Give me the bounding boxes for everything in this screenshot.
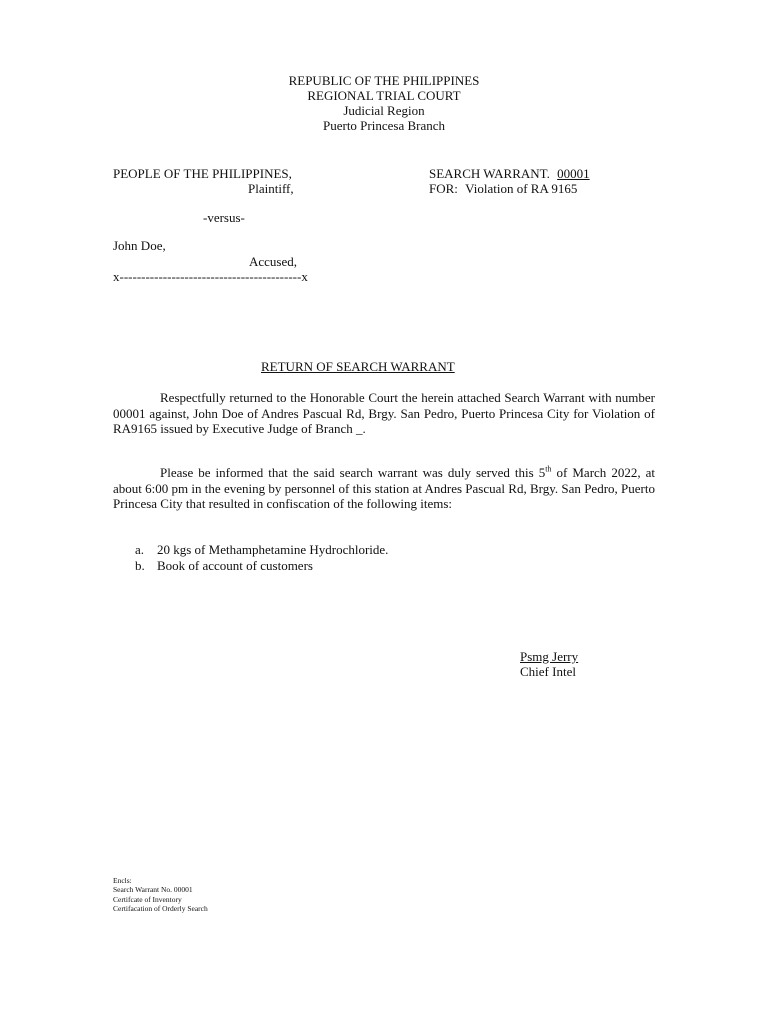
confiscated-items-list: [113, 542, 388, 573]
party-plaintiff: PEOPLE OF THE PHILIPPINES,: [113, 166, 292, 181]
paragraph-return: [113, 390, 655, 437]
plaintiff-label: Plaintiff,: [248, 181, 294, 196]
signatory-name: Psmg Jerry: [520, 649, 579, 664]
caption-separator: x------------------------------------------x: [113, 269, 308, 284]
enclosures: [113, 876, 208, 913]
header-branch: Puerto Princesa Branch: [322, 118, 446, 133]
party-accused: John Doe,: [113, 238, 166, 253]
enclosure-item: Certifcate of Inventory: [113, 894, 182, 904]
list-item: [113, 542, 388, 558]
warrant-line: [429, 166, 590, 181]
header-region: Judicial Region: [343, 103, 425, 118]
enclosure-item: Search Warrant No. 00001: [113, 885, 193, 895]
court-header: [0, 73, 768, 133]
list-item: [113, 558, 388, 574]
paragraph-service-after: of March 2022, at about 6:00 pm in the evening by personnel of this station at Andres Pascual Rd, Brgy. San Pedro, Puerto Princesa City that resulted in confiscation of the following items:: [113, 465, 655, 511]
for-line: [429, 181, 577, 196]
item-text: 20 kgs of Methamphetamine Hydrochloride.: [157, 542, 389, 557]
header-court: REGIONAL TRIAL COURT: [307, 88, 461, 103]
warrant-number: 00001: [557, 166, 590, 181]
item-marker: b.: [135, 557, 145, 573]
enclosures-label: Encls:: [113, 876, 132, 885]
for-value: Violation of RA 9165: [465, 181, 578, 196]
warrant-label: SEARCH WARRANT.: [429, 166, 550, 181]
paragraph-service: [113, 465, 655, 512]
document-title: RETURN OF SEARCH WARRANT: [261, 359, 455, 374]
signatory-title: Chief Intel: [520, 664, 576, 679]
item-marker: a.: [135, 542, 145, 557]
header-republic: REPUBLIC OF THE PHILIPPINES: [288, 73, 480, 88]
for-label: FOR:: [429, 181, 458, 196]
accused-label: Accused,: [249, 254, 298, 269]
superscript-th: th: [545, 464, 552, 474]
versus: -versus-: [203, 210, 245, 225]
enclosure-item: Certifacation of Orderly Search: [113, 903, 208, 913]
paragraph-return-text: Respectfully returned to the Honorable Court the herein attached Search Warrant with number 00001 against, John Doe of Andres Pascual Rd, Brgy. San Pedro, Puerto Princesa City for Violation of RA9165 issued by Executive Judge of Branch _.: [113, 390, 655, 436]
item-text: Book of account of customers: [157, 557, 313, 573]
paragraph-service-before: Please be informed that the said search warrant was duly served this 5: [160, 465, 546, 480]
